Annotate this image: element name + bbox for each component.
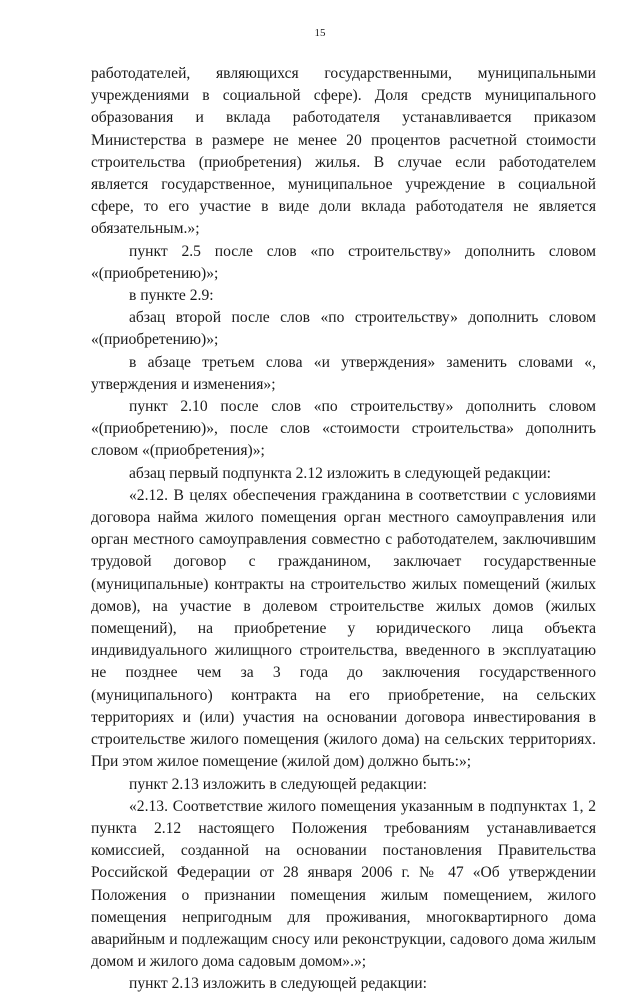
paragraph: абзац второй после слов «по строительству» дополнить словом «(приобретению)»;: [91, 309, 596, 349]
paragraph-continuation: работодателей, являющихся государственными, муниципальными учреждениями в социальной сфере). Доля средств муниципального образования и вклада работодателя устанавливается приказом Министерства в размере не менее 20 процентов расчетной стоимости строительства (приобретения) жилья. В случае если работодателем является государственное, муниципальное учреждение в социальной сфере, то его участие в виде доли вклада работодателя не является обязательным.»;: [91, 65, 596, 238]
paragraph: в пункте 2.9:: [129, 287, 214, 305]
paragraph: пункт 2.5 после слов «по строительству» дополнить словом «(приобретению)»;: [91, 242, 596, 282]
paragraph: в абзаце третьем слова «и утверждения» заменить словами «, утверждения и изменения»;: [91, 353, 596, 393]
document-body: [91, 63, 596, 996]
paragraph: «2.13. Соответствие жилого помещения указанным в подпунктах 1, 2 пункта 2.12 настоящего Положения требованиям устанавливается комиссией, созданной на основании постановления Правительства Российской Федерации от 28 января 2006 г. № 47 «Об утверждении Положения о признании помещения жилым помещением, жилого помещения непригодным для проживания, многоквартирного дома аварийным и подлежащим сносу или реконструкции, садового дома жилым домом и жилого дома садовым домом».»;: [91, 797, 596, 971]
page-number: 15: [314, 27, 326, 39]
paragraph: пункт 2.10 после слов «по строительству» дополнить словом «(приобретению)», после слов «стоимости строительства» дополнить словом «(приобретения)»;: [91, 398, 596, 460]
paragraph: «2.12. В целях обеспечения гражданина в соответствии с условиями договора найма жилого помещения орган местного самоуправления или орган местного самоуправления совместно с работодателем, заключившим трудовой договор с гражданином, заключает государственные (муниципальные) контракты на строительство жилых помещений (жилых домов), на участие в долевом строительстве жилых домов (жилых помещений), на приобретение у юридического лица объекта индивидуального жилищного строительства, введенного в эксплуатацию не позднее чем за 3 года до заключения государственного (муниципального) контракта на его приобретение, на сельских территориях и (или) участия на основании договора инвестирования в строительстве жилого помещения (жилого дома) на сельских территориях. При этом жилое помещение (жилой дом) должно быть:»;: [91, 486, 596, 771]
paragraph: пункт 2.13 изложить в следующей редакции:: [129, 775, 427, 793]
paragraph: абзац первый подпункта 2.12 изложить в следующей редакции:: [129, 464, 552, 482]
paragraph: пункт 2.13 изложить в следующей редакции:: [129, 975, 427, 993]
